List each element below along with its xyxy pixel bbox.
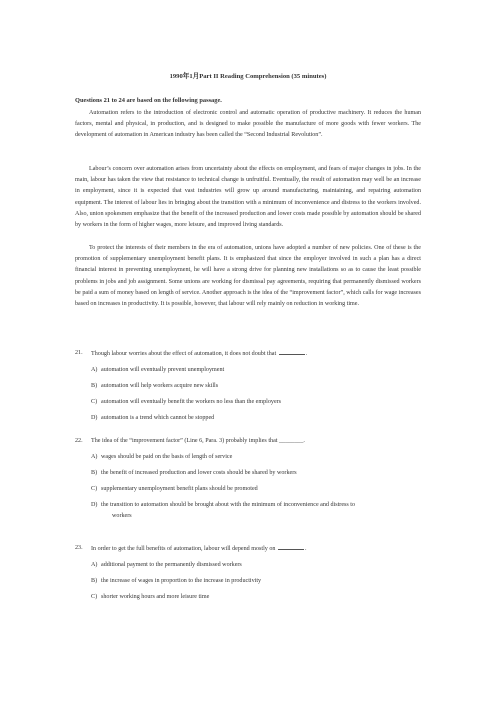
question-stem <box>75 348 421 360</box>
option-letter: B) <box>91 578 98 584</box>
answer-blank <box>278 543 304 550</box>
option-a[interactable] <box>75 365 421 376</box>
option-b[interactable] <box>75 468 421 479</box>
option-a[interactable] <box>75 452 421 463</box>
option-letter: A) <box>91 367 98 373</box>
option-d[interactable] <box>75 500 421 522</box>
question-23 <box>75 543 421 603</box>
option-a[interactable] <box>75 560 421 571</box>
option-letter: D) <box>91 502 98 508</box>
option-text: wages should be paid on the basis of length of service <box>101 454 233 460</box>
option-letter: C) <box>91 594 98 600</box>
page-title: 1990年1月Part II Reading Comprehension (35 minutes) <box>169 73 327 80</box>
option-c[interactable] <box>75 484 421 495</box>
question-stem <box>75 543 421 555</box>
question-text-end: . <box>305 351 308 357</box>
question-text: In order to get the full benefits of automation, labour will depend mostly on <box>91 546 276 552</box>
option-b[interactable] <box>75 576 421 587</box>
option-text: automation will eventually prevent unemployment <box>101 367 225 373</box>
option-text: automation is a trend which cannot be stopped <box>101 415 215 421</box>
question-text: The idea of the “improvement factor” (Line 6, Para. 3) probably implies that ________. <box>91 438 305 444</box>
option-c[interactable] <box>75 592 421 603</box>
option-letter: C) <box>91 399 98 405</box>
question-stem <box>75 436 421 447</box>
option-text: the increase of wages in proportion to the increase in productivity <box>101 578 262 584</box>
question-text: Though labour worries about the effect of automation, it does not doubt that <box>91 351 277 357</box>
option-b[interactable] <box>75 381 421 392</box>
option-text-continued: workers <box>112 513 132 519</box>
option-text: shorter working hours and more leisure time <box>101 594 210 600</box>
question-number: 22. <box>75 438 83 444</box>
option-text: the benefit of increased production and lower costs should be shared by workers <box>101 470 297 476</box>
option-text: automation will eventually benefit the workers no less than the employers <box>101 399 282 405</box>
passage-paragraph-2: Labour’s concern over automation arises from uncertainty about the effects on employment, and fears of major changes in jobs. In the main, labour has taken the view that resistance to technical change is unfruitful. Eventually, the result of automation may well be an increase in employment, since it is expected that vast industries will grow up around manufacturing, maintaining, and repairing automation equipment. The interest of labour lies in bringing about the transition with a minimum of inconvenience and distress to the workers involved. Also, union spokesmen emphasize that the benefit of the increased production and lower costs made possible by automation should be shared by workers in the form of higher wages, more leisure, and improved living standards. <box>75 166 421 229</box>
option-letter: A) <box>91 454 98 460</box>
option-text: automation will help workers acquire new skills <box>101 383 219 389</box>
option-c[interactable] <box>75 397 421 408</box>
question-text-end: . <box>305 546 307 552</box>
option-letter: A) <box>91 562 98 568</box>
option-text: the transition to automation should be brought about with the minimum of inconvenience and distress to <box>101 502 356 508</box>
option-letter: B) <box>91 470 98 476</box>
passage-paragraph-1: Automation refers to the introduction of electronic control and automatic operation of productive machinery. It reduces the human factors, mental and physical, in production, and is designed to make possible the manufacture of more goods with fewer workers. The development of automation in American industry has been called the “Second Industrial Revolution”. <box>75 110 421 139</box>
question-number: 21. <box>75 350 83 356</box>
instructions: Questions 21 to 24 are based on the following passage. <box>75 97 222 104</box>
option-letter: D) <box>91 415 98 421</box>
question-21 <box>75 348 421 424</box>
passage-paragraph-3: To protect the interests of their members in the era of automation, unions have adopted a number of new policies. One of these is the promotion of supplementary unemployment benefit plans. It is emphasized that since the employer involved in such a plan has a direct financial interest in preventing unemployment, he will have a strong drive for planning new installations so as to cause the least possible problems in jobs and job assignment. Some unions are working for dismissal pay agreements, requiring that permanently dismissed workers be paid a sum of money based on length of service. Another approach is the idea of the “improvement factor”, which calls for wage increases based on increases in productivity. It is possible, however, that labour will rely mainly on reduction in working time. <box>75 245 421 308</box>
answer-blank <box>279 348 305 355</box>
option-d[interactable] <box>75 413 421 424</box>
option-letter: B) <box>91 383 98 389</box>
option-letter: C) <box>91 486 98 492</box>
option-text: additional payment to the permanently dismissed workers <box>101 562 242 568</box>
option-text: supplementary unemployment benefit plans should be promoted <box>101 486 258 492</box>
question-number: 23. <box>75 545 83 551</box>
question-22 <box>75 436 421 522</box>
